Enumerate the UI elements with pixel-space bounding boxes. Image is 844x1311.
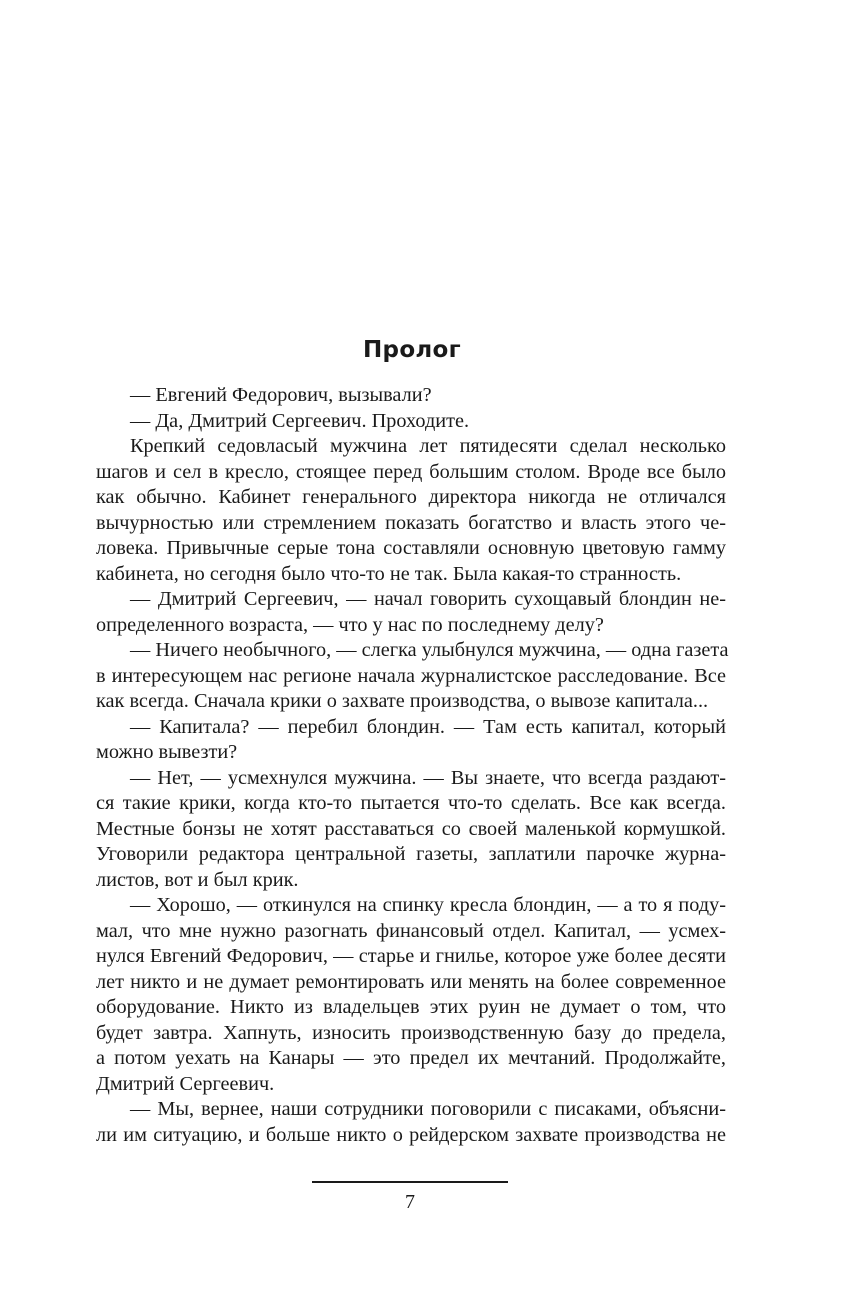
text-line: ловека. Привычные серые тона составляли основную цветовую гамму — [96, 537, 726, 559]
text-line: нулся Евгений Федорович, — старье и гнилье, которое уже более десяти — [96, 945, 726, 967]
text-line: ли им ситуацию, и больше никто о рейдерском захвате производства не — [96, 1123, 726, 1146]
text-line: а потом уехать на Канары — это предел их мечтаний. Продолжайте, — [96, 1047, 726, 1069]
text-line: вычурностью или стремлением показать богатство и власть этого че- — [96, 511, 726, 534]
text-line: — Хорошо, — откинулся на спинку кресла блондин, — а то я поду- — [130, 894, 726, 916]
text-line: будет завтра. Хапнуть, износить производственную базу до предела, — [96, 1021, 726, 1044]
text-line: листов, вот и был крик. — [96, 868, 299, 891]
footer-rule — [312, 1181, 508, 1183]
text-line: кабинета, но сегодня было что-то не так. Была какая-то странность. — [96, 562, 682, 585]
text-line: как обычно. Кабинет генерального директора никогда не отличался — [96, 486, 726, 508]
text-line: оборудование. Никто из владельцев этих руин не думает о том, что — [96, 996, 726, 1018]
text-line: — Дмитрий Сергеевич, — начал говорить сухощавый блондин не- — [130, 588, 726, 610]
text-line: в интересующем нас регионе начала журналистское расследование. Все — [96, 664, 726, 687]
text-line: ся такие крики, когда кто-то пытается что-то сделать. Все как всегда. — [96, 792, 726, 814]
text-line: Уговорили редактора центральной газеты, заплатили парочке журна- — [96, 843, 726, 865]
text-line: — Капитала? — перебил блондин. — Там есть капитал, который — [130, 715, 726, 738]
page-number: 7 — [405, 1191, 415, 1213]
text-line: можно вывезти? — [96, 741, 238, 763]
text-line: шагов и сел в кресло, стоящее перед большим столом. Вроде все было — [96, 460, 726, 483]
body-text — [96, 383, 729, 1148]
text-line: — Мы, вернее, наши сотрудники поговорили с писаками, объясни- — [130, 1098, 726, 1120]
text-line: — Евгений Федорович, вызывали? — [130, 384, 432, 406]
text-line: — Да, Дмитрий Сергеевич. Проходите. — [130, 409, 470, 432]
text-line: — Нет, — усмехнулся мужчина. — Вы знаете, что всегда раздают- — [130, 766, 726, 789]
text-line: Крепкий седовласый мужчина лет пятидесяти сделал несколько — [130, 435, 726, 457]
text-line: Местные бонзы не хотят расставаться со своей маленькой кормушкой. — [96, 817, 726, 840]
chapter-title: Пролог — [363, 337, 461, 363]
text-line: как всегда. Сначала крики о захвате производства, о вывозе капитала... — [96, 690, 709, 712]
text-line: лет никто и не думает ремонтировать или менять на более современное — [96, 970, 726, 993]
text-line: определенного возраста, — что у нас по последнему делу? — [96, 613, 604, 636]
text-line: — Ничего необычного, — слегка улыбнулся мужчина, — одна газета — [130, 639, 729, 661]
text-line: Дмитрий Сергеевич. — [96, 1072, 275, 1095]
text-line: мал, что мне нужно разогнать финансовый отдел. Капитал, — усмех- — [96, 919, 726, 942]
